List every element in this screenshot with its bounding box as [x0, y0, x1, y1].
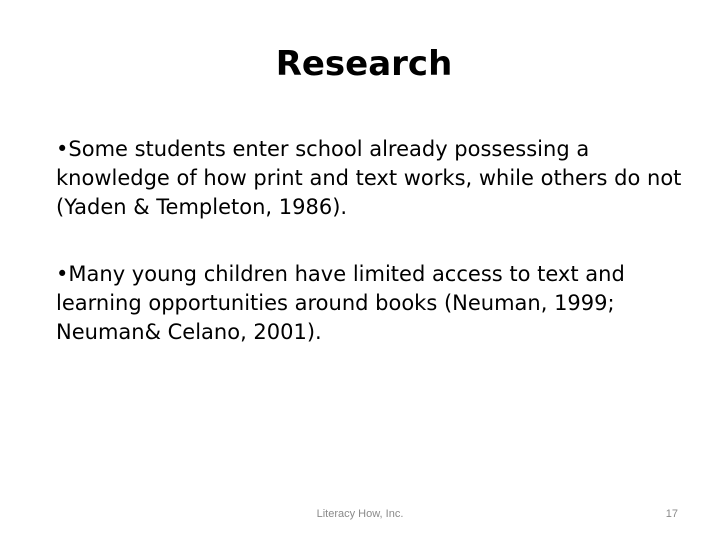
bullet-item-1 [56, 135, 706, 222]
bullet-text-1: Some students enter school already possessing a knowledge of how print and text works, while others do not (Yaden & Templeton, 1986). [56, 137, 682, 219]
bullet-marker: • [56, 262, 69, 286]
page-number: 17 [665, 508, 678, 520]
bullet-marker: • [56, 137, 69, 161]
bullet-item-2 [56, 260, 706, 347]
slide-title: Research [275, 44, 453, 84]
bullet-text-2: Many young children have limited access to text and learning opportunities around books (Neuman, 1999; Neuman& Celano, 2001). [56, 262, 625, 344]
footer-organization: Literacy How, Inc. [316, 508, 404, 520]
